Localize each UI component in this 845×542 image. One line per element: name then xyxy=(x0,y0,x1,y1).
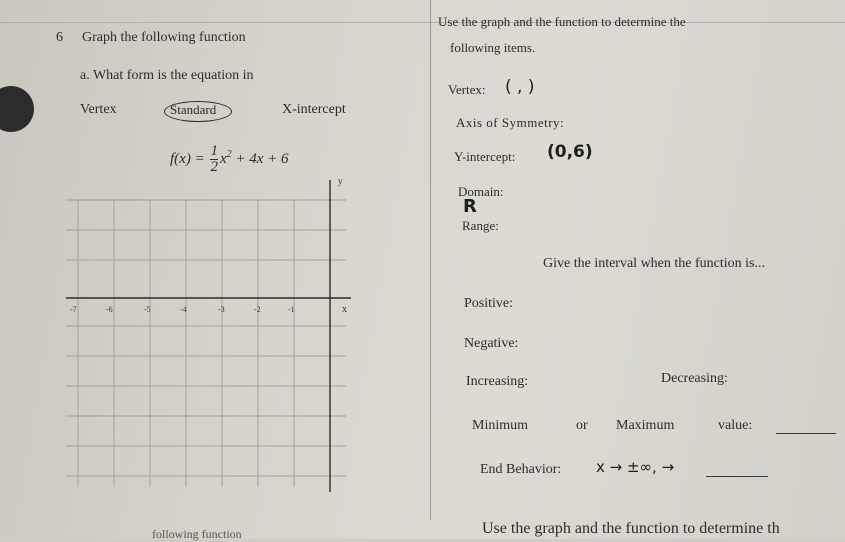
vertex-answer[interactable]: ( , ) xyxy=(505,77,535,97)
page-top-edge xyxy=(0,22,845,23)
function-equation xyxy=(170,144,289,175)
equation-fraction xyxy=(210,144,218,175)
domain-label: Domain: xyxy=(458,184,504,199)
interval-prompt: Give the interval when the function is... xyxy=(543,256,765,271)
vertex-label: Vertex: xyxy=(448,82,486,97)
x-axis-label: x xyxy=(342,304,347,315)
axis-of-symmetry-label: Axis of Symmetry: xyxy=(456,115,565,130)
end-behavior-blank[interactable] xyxy=(706,476,768,477)
problem-header: Graph the following function xyxy=(82,30,246,45)
intro-line-1: Use the graph and the function to determine the xyxy=(438,14,686,29)
problem-number: 6 xyxy=(56,30,63,45)
intro-line-2: following items. xyxy=(450,40,536,55)
equation-x: x xyxy=(219,150,227,167)
end-behavior-label: End Behavior: xyxy=(480,462,562,477)
form-option-x-intercept: X-intercept xyxy=(282,102,346,117)
bottom-right-text: Use the graph and the function to determine th xyxy=(482,520,780,537)
coordinate-grid[interactable] xyxy=(66,172,356,492)
column-divider xyxy=(430,0,431,520)
part-a-question: a. What form is the equation in xyxy=(80,68,254,83)
equation-rest: + 4x + 6 xyxy=(231,150,289,167)
tick-label: -7 xyxy=(70,305,77,314)
tick-label: -5 xyxy=(144,305,151,314)
tick-label: -6 xyxy=(106,305,113,314)
x-tick-labels xyxy=(70,305,295,314)
tick-label: -2 xyxy=(254,305,261,314)
positive-label: Positive: xyxy=(464,296,514,311)
tick-label: -3 xyxy=(218,305,225,314)
tick-label: -1 xyxy=(288,305,295,314)
form-option-vertex: Vertex xyxy=(80,102,117,117)
increasing-label: Increasing: xyxy=(466,374,529,389)
minimum-label: Minimum xyxy=(472,418,529,433)
tick-label: -4 xyxy=(180,305,187,314)
range-mark: R xyxy=(463,196,477,217)
y-intercept-label: Y-intercept: xyxy=(454,149,516,164)
form-option-standard: Standard xyxy=(170,102,217,117)
range-label: Range: xyxy=(462,218,499,233)
grid-lines xyxy=(66,200,346,487)
negative-label: Negative: xyxy=(464,336,519,351)
decreasing-label: Decreasing: xyxy=(661,371,728,386)
y-axis-label: y xyxy=(338,176,343,186)
or-label: or xyxy=(576,418,588,433)
value-blank[interactable] xyxy=(776,433,836,434)
equation-lhs: f(x) = xyxy=(170,150,209,167)
end-behavior-expression[interactable]: x → ±∞, → xyxy=(596,458,675,476)
maximum-label: Maximum xyxy=(616,418,675,433)
fraction-denominator: 2 xyxy=(210,159,218,175)
value-label: value: xyxy=(718,418,753,433)
bottom-left-fragment: following function xyxy=(152,527,242,541)
fraction-numerator: 1 xyxy=(210,143,218,159)
equation-exponent: 2 xyxy=(226,148,232,160)
y-intercept-answer[interactable]: (0,6) xyxy=(547,142,593,162)
